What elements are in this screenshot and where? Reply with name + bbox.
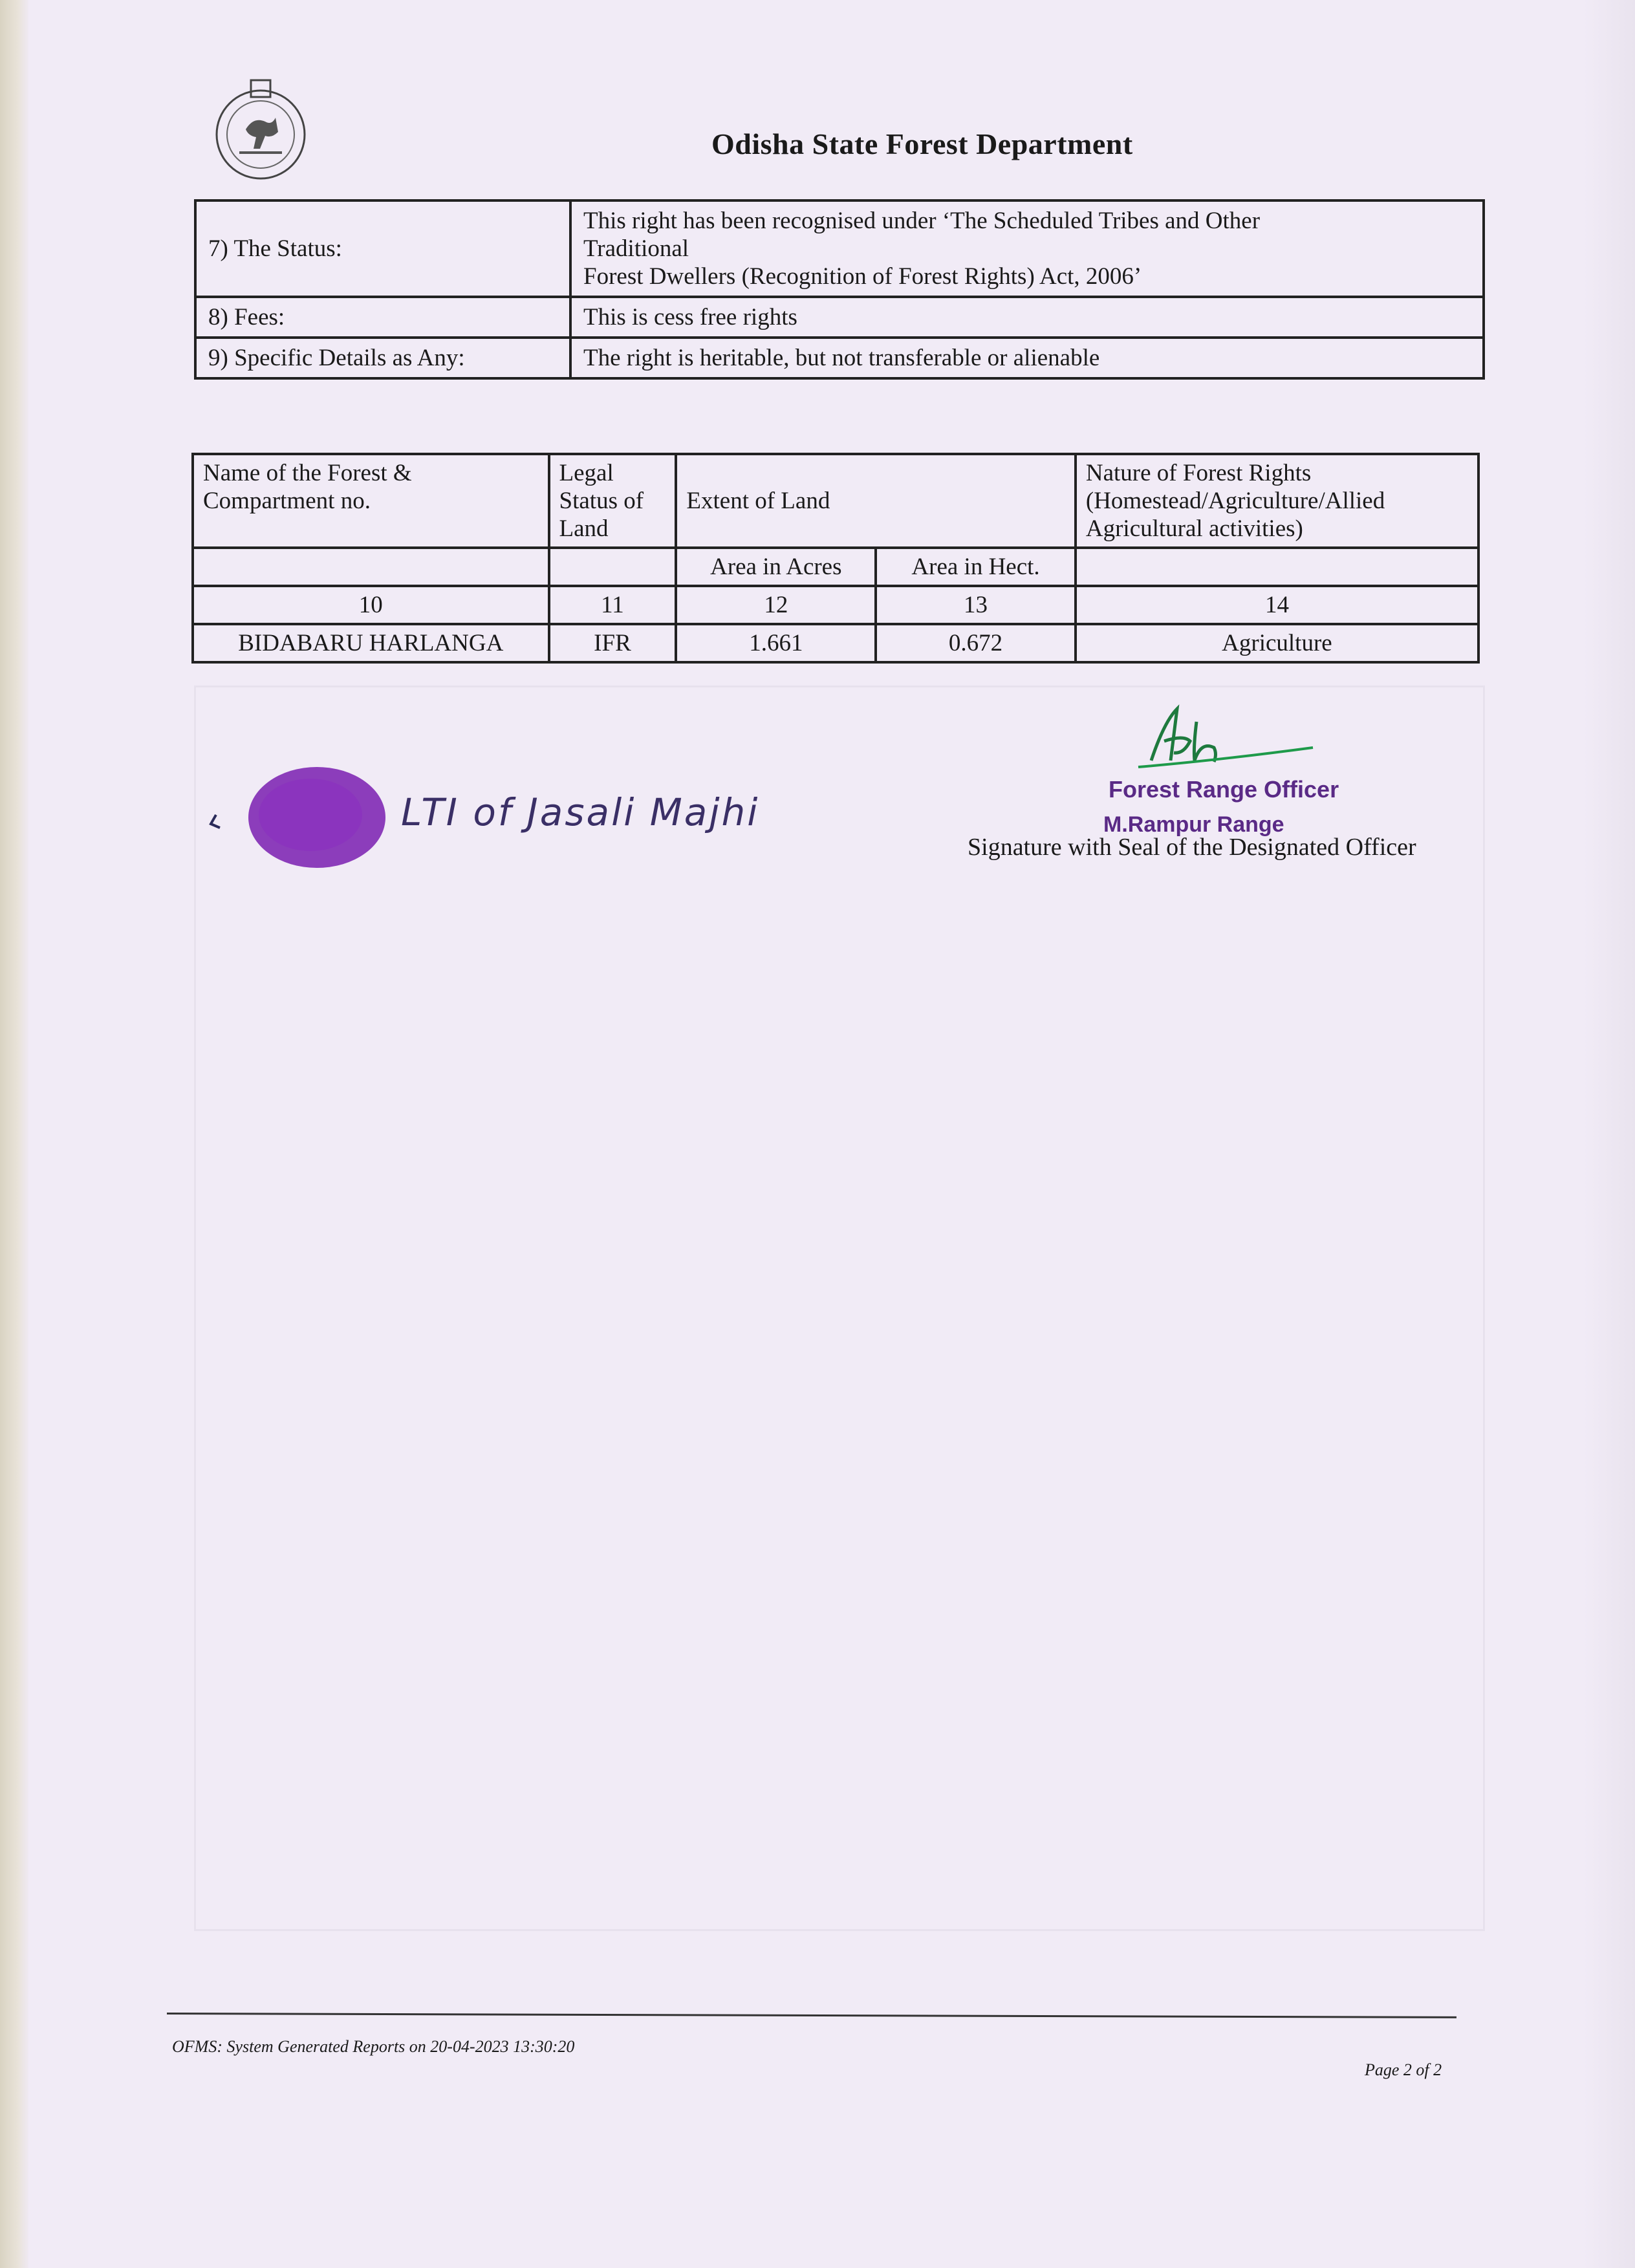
header-forest-name: Name of the Forest & Compartment no.	[193, 454, 549, 548]
area-acres-cell: 1.661	[676, 624, 876, 662]
status-value-line1: This right has been recognised under ‘The Scheduled Tribes and Other	[583, 208, 1261, 234]
land-subheader-row	[193, 548, 1478, 586]
nature-cell: Agriculture	[1076, 624, 1478, 662]
officer-signature-icon	[1125, 702, 1319, 780]
subheader-empty-2	[549, 548, 677, 586]
status-value-line2: Traditional	[583, 235, 689, 262]
handwritten-thumb-note: LTI of Jasali Majhi	[401, 790, 760, 834]
footer-page-number: Page 2 of 2	[1365, 2060, 1442, 2079]
land-data-row	[193, 624, 1478, 662]
header-nature: Nature of Forest Rights (Homestead/Agriculture/Allied Agricultural activities)	[1076, 454, 1478, 548]
subheader-area-hect: Area in Hect.	[876, 548, 1076, 586]
thumbprint-icon	[207, 763, 395, 873]
col-number-12: 12	[676, 586, 876, 624]
footer-divider	[167, 2013, 1456, 2018]
status-row	[195, 200, 1484, 297]
area-hect-cell: 0.672	[876, 624, 1076, 662]
fees-value: This is cess free rights	[570, 297, 1484, 338]
land-header-row	[193, 454, 1478, 548]
col-number-11: 11	[549, 586, 677, 624]
specific-details-row	[195, 338, 1484, 378]
rights-details-table	[194, 199, 1485, 380]
status-value-line3: Forest Dwellers (Recognition of Forest Rights) Act, 2006’	[583, 263, 1142, 290]
status-value	[570, 200, 1484, 297]
specific-details-label: 9) Specific Details as Any:	[195, 338, 570, 378]
forest-name-cell: BIDABARU HARLANGA	[193, 624, 549, 662]
stamp-title: Forest Range Officer	[1109, 776, 1339, 803]
land-extent-table	[191, 453, 1480, 664]
page-title: Odisha State Forest Department	[711, 127, 1133, 160]
header-legal-status: Legal Status of Land	[549, 454, 677, 548]
land-column-numbers-row	[193, 586, 1478, 624]
signature-caption: Signature with Seal of the Designated Officer	[968, 834, 1416, 861]
subheader-empty-1	[193, 548, 549, 586]
fees-row	[195, 297, 1484, 338]
status-label: 7) The Status:	[195, 200, 570, 297]
col-number-14: 14	[1076, 586, 1478, 624]
col-number-10: 10	[193, 586, 549, 624]
paper-edge-left	[0, 0, 28, 2268]
paper-edge-right	[1583, 0, 1635, 2268]
subheader-empty-3	[1076, 548, 1478, 586]
specific-details-value: The right is heritable, but not transferable or alienable	[570, 338, 1484, 378]
subheader-area-acres: Area in Acres	[676, 548, 876, 586]
legal-status-cell: IFR	[549, 624, 677, 662]
stamp-range: M.Rampur Range	[1103, 812, 1284, 837]
footer-generated-note: OFMS: System Generated Reports on 20-04-2023 13:30:20	[172, 2037, 575, 2056]
header-extent: Extent of Land	[676, 454, 1075, 548]
col-number-13: 13	[876, 586, 1076, 624]
fees-label: 8) Fees:	[195, 297, 570, 338]
odisha-emblem-icon	[213, 75, 308, 185]
